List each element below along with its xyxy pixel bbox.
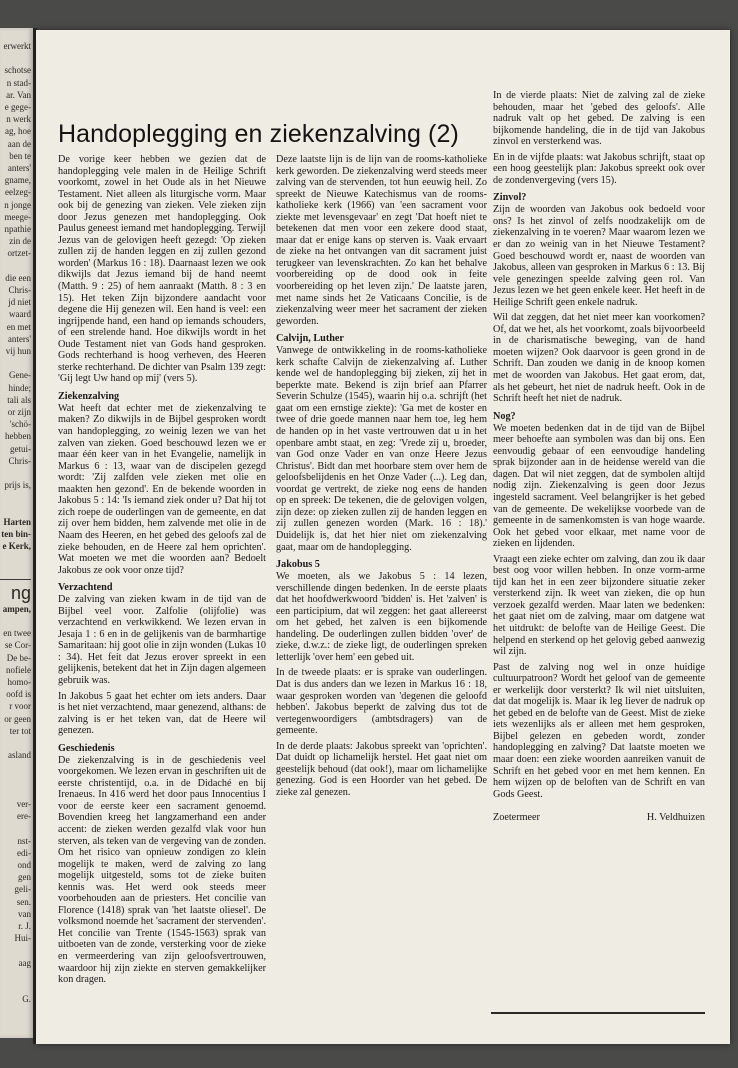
- left-page-fragment: Chris-: [8, 455, 31, 466]
- left-page-fragment: en met: [6, 321, 31, 332]
- bottom-rule: [491, 1012, 705, 1014]
- left-page-fragment: n werk: [6, 114, 31, 125]
- paragraph: In de derde plaats: Jakobus spreekt van 'oprichten'. Dat duidt op lichamelijk herstel. Het gaat niet om geestelijk behoud (dat ook!), maar om lichamelijke genezing. God is een Hoorder van het gebed. De zieke zal genezen.: [276, 740, 487, 798]
- left-page-fragment: ampen,: [2, 603, 31, 614]
- left-page-fragment: De be-: [6, 652, 31, 663]
- left-page-fragment: Chris-: [8, 285, 31, 295]
- paragraph: Deze laatste lijn is de lijn van de rooms-katholieke kerk geworden. De ziekenzalving werd steeds meer zalving van de stervenden, tot hun eeuwig heil. Zo spreekt de Nieuwe Katechismus van de rooms-katholieke kerk (1966) van 'een sacrament voor ziekte met levensgevaar' en zegt 'Dat hoeft niet te betekenen dat men voor een zekere dood staat, maar dat er enige kans op sterven is. Vaak ervaart de zieke na het ontvangen van dit sacrament juist terugkeer van levenskrachten. Zo kan het behalve voorbereiding op de dood ook in feite voorbereiding op het leven zijn.' De laatste jaren, met name sinds het 2e Vaticaans Concilie, is de ziekenzalving weer meer het sacrament der zieken geworden.: [276, 154, 487, 327]
- left-page-fragment: aan de: [7, 138, 31, 149]
- section-heading: Verzachtend: [58, 582, 113, 594]
- paragraph: En in de vijfde plaats: wat Jakobus schrijft, staat op een hoog geestelijk plan: Jakobus spreekt ook over de zondenvergeving (vers 15).: [493, 151, 705, 186]
- left-page-fragment: anters': [7, 163, 31, 173]
- left-page-fragment: 'schö-: [9, 419, 31, 430]
- section-heading: Ziekenzalving: [58, 390, 120, 402]
- paragraph: We moeten, als we Jakobus 5 : 14 lezen, verschillende dingen bedenken. In de eerste plaats dat het hoofdwerkwoord 'bidden' is. Het 'zalven' is een participium, dat wil zeggen: het gaat allereerst om het gebed, het zalven is een bijkomende handeling. De ouderlingen zullen bidden 'over' de zieke, d.w.z.: de zieke ligt, de ouderlingen spreken letterlijk 'over hem' een gebed uit.: [276, 571, 487, 663]
- left-page-fragment: or zijn: [7, 407, 31, 417]
- paragraph: We moeten bedenken dat in de tijd van de Bijbel meer behoefte aan symbolen was dan bij ons. Een eenvoudig gebaar of een eenvoudige handeling sprak bijzonder aan in de heidense wereld van die dagen. Dat wil niet zeggen, dat de symbolen altijd nodig zijn. Ziekenzalving is geen door Jezus ingesteld sacrament. Veel belangrijker is het gebed van de gemeente. De wekelijkse voorbede van de gemeente in de samenkomsten is van hoge waarde. Ook het gebed voor elkaar, met name voor de zieken en lijdenden.: [493, 422, 705, 550]
- section-heading: Jakobus 5: [276, 559, 320, 571]
- left-page-fragment: ortzet-: [7, 248, 31, 259]
- column-3: [493, 90, 705, 824]
- left-page-fragment: or geen: [4, 713, 31, 724]
- left-page-fragment: r voor: [9, 701, 31, 712]
- paragraph: Zijn de woorden van Jakobus ook bedoeld voor ons? Is het zinvol of zelfs noodzakelijk om de ziekenzalving in te voeren? Maar waarom lezen we er dan zo weinig van in het Nieuwe Testament? Goed beschouwd wordt er, naast de woorden van Jakobus, alleen van gesproken in Markus 6 : 13. Bij vele genezingen speelde zalving geen rol. Van Jezus lezen we het geen enkele keer. Het heeft in de Heilige Schrift geen enkele nadruk.: [493, 204, 705, 308]
- paragraph: In de tweede plaats: er is sprake van ouderlingen. Dat is dus anders dan we lezen in Markus 16 : 18, waar gesproken worden van 'degenen die geloofd hebben'. Jakobus beperkt de zalving dus tot de vertegenwoordigers (ambtsdragers) van de gemeente.: [276, 667, 487, 737]
- left-page-fragment: van: [18, 908, 31, 919]
- signature-line: [493, 812, 705, 824]
- left-page-fragment: geli-: [14, 884, 31, 895]
- left-page-fragment: Gene-: [9, 370, 31, 381]
- left-page-fragment: prijs is,: [4, 480, 31, 491]
- left-page-fragment: hinde;: [8, 382, 31, 393]
- paragraph: Vraagt een zieke echter om zalving, dan zou ik daar best oog voor willen hebben. In onze vorm-arme tijd kan het in een zeer bijzondere situatie zeker versterkend zijn. Ik weet van zieken, die op hun verzoek gezalfd werden. Maar laten we bedenken: het gaat niet om de zalving, maar om datgene wat het uitdrukt: de belofte van de Heilige Geest. Die helpend en sterkend op het gelovig gebed aanwezig wil zijn.: [493, 553, 705, 658]
- left-page-fragment: ben te: [9, 150, 31, 161]
- left-page-fragment: nst-: [17, 835, 31, 846]
- left-page-fragment: die een: [5, 272, 31, 283]
- left-page-fragment: G.: [22, 994, 31, 1005]
- left-page-fragment: en twee: [3, 628, 31, 639]
- left-page-fragment: se Cor-: [4, 640, 31, 651]
- left-page-fragment: waard: [9, 309, 31, 320]
- left-page-fragment: npathie: [4, 224, 31, 234]
- left-page-fragment: jd niet: [8, 297, 31, 308]
- paragraph: De ziekenzalving is in de geschiedenis veel voorgekomen. We lezen ervan in geschriften uit de eerste christentijd, o.a. in de Didaché en bij Irenaeus. In 416 werd het door paus Innocentius I voor de eerste keer een sacrament genoemd. Bovendien kreeg het langzamerhand een ander accent: de zieken werden gezalfd vlak voor hun sterven, als teken van de vergeving van de zonden. Om het risico van opnieuw zondigen zo klein mogelijk te maken, werd de zalving zo lang mogelijk uitgesteld, soms tot de zieke buiten kennis was. Het werd ook steeds meer voorbehouden aan de priesters. Het concilie van Florence (1418) sprak van 'het laatste oliesel'. De volksmond noemde het 'sacrament der stervenden'. Het concilie van Trente (1545-1563) sprak van uitboeten van de zonde, versterking voor de zieke en vermeerdering van zijn geloofsvertrouwen, waardoor hij zijn ziekte en sterven gemakkelijker kon dragen.: [58, 754, 266, 986]
- left-page-fragment: getui-: [10, 443, 31, 454]
- left-page-fragment: edi-: [17, 847, 31, 858]
- left-page-fragment: schotse: [4, 65, 31, 76]
- section-heading: Geschiedenis: [58, 742, 115, 754]
- left-page-fragment: ere-: [17, 811, 31, 822]
- paragraph: De zalving van zieken kwam in de tijd van de Bijbel veel voor. Zalfolie (olijfolie) was verzachtend en verkwikkend. We lezen ervan in Jesaja 1 : 6 en in de gelijkenis van de barmhartige Samaritaan: hij goot olie in zijn wonden (Lukas 10 : 34). Het feit dat Jezus erover spreekt in een gelijkenis, betekent dat het in Zijn dagen algemeen gebruik was.: [58, 594, 266, 686]
- left-page-fragment: ver-: [16, 799, 31, 809]
- left-page-fragment: erwerkt: [3, 41, 31, 51]
- section-heading: Calvijn, Luther: [276, 333, 344, 345]
- left-page-fragment: e gege-: [4, 102, 31, 112]
- left-page-fragment: oofd is: [6, 689, 31, 700]
- left-page-fragment: tali als: [7, 394, 31, 405]
- left-page-fragment: nofiele: [6, 664, 31, 675]
- left-page-fragment: n jonge: [4, 199, 31, 210]
- paragraph: Wat heeft dat echter met de ziekenzalving te maken? Zo dikwijls in de Bijbel gesproken wordt van handoplegging, zo weinig lezen we van het zalven van zieken. Goed beschouwd lezen we er maar één keer van in het Evangelie, namelijk in Markus 6 : 13, waar van de discipelen gezegd wordt: 'Zij zalfden vele zieken met olie en maakten hen gezond'. En de bekende woorden in Jakobus 5 : 14: 'Is iemand ziek onder u? Dat hij tot zich roepe de ouderlingen van de gemeente, en dat zij over hem bidden, hem zalvende met olie in de Naam des Heeren, en het gebed des geloofs zal de zieke behouden, en de Heere zal hem oprichten'. Wat moeten we met die woorden aan? Bedoelt Jakobus ze ook voor onze tijd?: [58, 402, 266, 576]
- left-page-fragment: gname,: [4, 175, 31, 186]
- left-page-fragment: ter tot: [9, 725, 31, 736]
- author-name: H. Veldhuizen: [646, 812, 705, 824]
- left-page-fragment: homo-: [7, 677, 31, 687]
- left-page-rule: [0, 579, 31, 580]
- paragraph: Wil dat zeggen, dat het niet meer kan voorkomen? Of, dat we het, als het voorkomt, zoals bijvoorbeeld in de charismatische beweging, van de hand moeten wijzen? Ook daarvoor is geen grond in de Schrift. Dan zouden we danig in de knoop komen met de woorden van Jakobus. Het gaat erom, dat, als het gebeurt, het niet de nadruk heeft. Ook in de Schrift heeft het niet de nadruk.: [493, 312, 705, 405]
- left-page-fragment: ag, hoe: [5, 126, 31, 137]
- paragraph: In de vierde plaats: Niet de zalving zal de zieke behouden, maar het 'gebed des geloofs'. Alle nadruk valt op het gebed. De zalving is een bijkomende handeling, die in de tijd van Jakobus zinvol en versterkend was.: [493, 90, 705, 148]
- left-page-fragment: zin de: [9, 236, 31, 247]
- column-1: [58, 154, 266, 990]
- left-page-fragment: asland: [8, 750, 31, 761]
- left-page-fragment: sen.: [16, 896, 31, 907]
- column-2: [276, 154, 487, 802]
- adjacent-page-edge: [0, 28, 33, 1038]
- left-page-fragment: ar. Van: [6, 89, 31, 100]
- left-page-fragment: eelzeg-: [5, 187, 31, 198]
- left-page-fragment: Hui-: [14, 933, 31, 944]
- left-page-fragment: ng: [10, 582, 31, 603]
- left-page-fragment: vij hun: [5, 346, 31, 356]
- left-page-fragment: e Kerk,: [2, 541, 31, 552]
- left-page-fragment: hebben: [5, 431, 31, 442]
- left-page-fragment: Harten: [3, 516, 31, 527]
- left-page-fragment: r. J.: [18, 921, 31, 931]
- left-page-fragment: meege-: [4, 211, 31, 222]
- magazine-page: [36, 30, 730, 1044]
- left-page-fragment: gen: [18, 872, 31, 883]
- left-page-fragment: ten bin-: [1, 529, 31, 539]
- paragraph: In Jakobus 5 gaat het echter om iets anders. Daar is het niet verzachtend, maar genezend, althans: de zalving is er het teken van, dat de Heere wil genezen.: [58, 690, 266, 737]
- left-page-fragment: n stad-: [6, 77, 31, 88]
- author-place: Zoetermeer: [493, 812, 540, 824]
- intro-paragraph: De vorige keer hebben we gezien dat de handoplegging vele malen in de Heilige Schrift voorkomt, zowel in het Oude als in het Nieuwe Testament. Niet alleen als liturgische vorm. Maar ook bij de genezing van zieken. Vele zieken zijn door Jezus genezen met handoplegging. Ook Paulus geneest iemand met handoplegging. Terwijl Jezus van de gelovigen heeft gezegd: 'Op zieken zullen zij de handen leggen en zij zullen gezond worden' (Markus 16 : 18). Daarnaast lezen we ook dikwijls dat Jezus iemand bij de hand neemt (Matth. 9 : 25) of hem aanraakt (Matth. 8 : 3 en 15). Het teken Zijn bijzondere aandacht voor degene die Hij genezen wil. Een hand is veel: een ingrijpende hand, een hand op iemands schouders, of een strelende hand. Hoe dikwijls wordt in het Oude Testament niet van Gods hand gesproken. Gods rechterhand is hoog verheven, des Heeren sterke rechterhand. De dichter van Psalm 139 zegt: 'Gij legt Uw hand op mij' (vers 5).: [58, 154, 266, 385]
- section-heading: Zinvol?: [493, 192, 527, 204]
- left-page-fragment: anters': [7, 333, 31, 344]
- left-page-fragment: aag: [18, 957, 31, 968]
- section-heading: Nog?: [493, 410, 516, 422]
- paragraph: Vanwege de ontwikkeling in de rooms-katholieke kerk schafte Calvijn de ziekenzalving af. Luther kende wel de handoplegging bij zieken, zij het in beperkte mate. Bekend is zijn brief aan Pfarrer Severin Schulze (1545), waarin hij o.a. schrijft (het gaat om een ernstige ziekte): 'Ga met de koster en twee of drie goede mannen naar hem toe, leg hem de handen op in het vaste vertrouwen dat u in het openbare ambt staat, en zeg: 'Vrede zij u, broeder, van God onze Vader en van onze Heere Jezus Christus'. Bidt dan met hoorbare stem over hem de geloofsbelijdenis en het Onze Vader (...). Leg dan, voordat ge vertrekt, de zieke nog eens de handen op en spreek: De tekenen, die de gelovigen volgen, zijn deze: op zieken zullen zij de handen leggen en zij zullen genezen worden (Mark. 16 : 18).' Duidelijk is, dat het hier niet om ziekenzalving gaat, maar om de handoplegging.: [276, 345, 487, 553]
- article-title: Handoplegging en ziekenzalving (2): [58, 120, 459, 148]
- left-page-fragment: ond: [17, 860, 31, 870]
- paragraph: Past de zalving nog wel in onze huidige cultuurpatroon? Wordt het geloof van de gemeente er werkelijk door versterkt? Ik wil niet uitsluiten, dat dat mogelijk is. Maar ik leg liever de nadruk op het gebed en de belofte van de Geest. Mist de zieke iets wezenlijks als er alleen met hem gesproken, Bijbel gelezen en gebeden wordt, zonder handoplegging en zalving? Dat laatste moeten we maar doen: een zieke woorden aanreiken vanuit de Schrift en het gebed voor en met hem kennen. En hem wijzen op de beloften van de Schrift en van Gods Geest.: [493, 661, 705, 800]
